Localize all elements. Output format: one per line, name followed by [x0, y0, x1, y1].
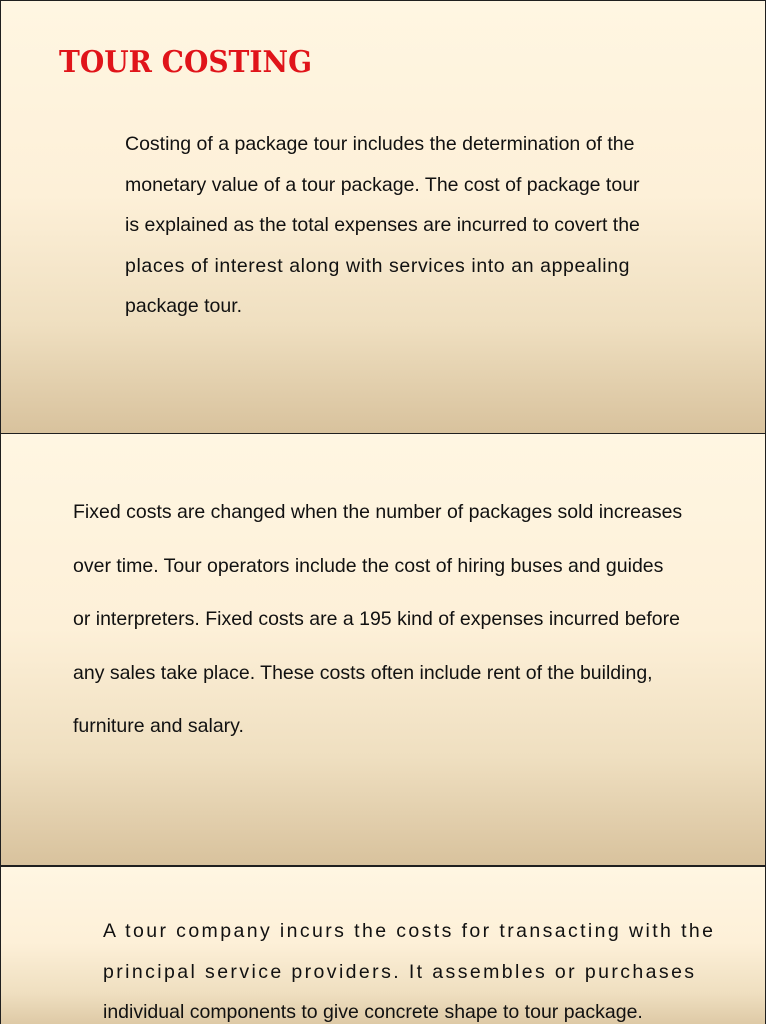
- paragraph-line: individual components to give concrete shape to tour package.: [103, 1001, 643, 1023]
- slide-tour-costing: [0, 0, 766, 434]
- paragraph-line: Costing of a package tour includes the determination of the: [125, 133, 635, 155]
- paragraph-line: places of interest along with services into an appealing: [125, 254, 631, 277]
- paragraph-line: A tour company incurs the costs for transacting with the: [103, 920, 716, 942]
- paragraph-line: over time. Tour operators include the cost of hiring buses and guides: [73, 554, 664, 577]
- paragraph-line: monetary value of a tour package. The cost of package tour: [125, 173, 640, 196]
- paragraph-line: principal service providers. It assembles or purchases: [103, 960, 697, 983]
- paragraph-line: Fixed costs are changed when the number of packages sold increases: [73, 501, 683, 523]
- paragraph-line: is explained as the total expenses are incurred to covert the: [125, 214, 640, 236]
- intro-paragraph: [125, 129, 640, 332]
- paragraph-line: package tour.: [125, 295, 243, 317]
- fixed-costs-paragraph: [73, 497, 682, 765]
- paragraph-line: furniture and salary.: [73, 715, 244, 737]
- transaction-costs-paragraph: [103, 916, 715, 1024]
- slide-title: TOUR COSTING: [59, 44, 312, 80]
- paragraph-line: any sales take place. These costs often include rent of the building,: [73, 661, 653, 684]
- paragraph-line: or interpreters. Fixed costs are a 195 kind of expenses incurred before: [73, 608, 680, 630]
